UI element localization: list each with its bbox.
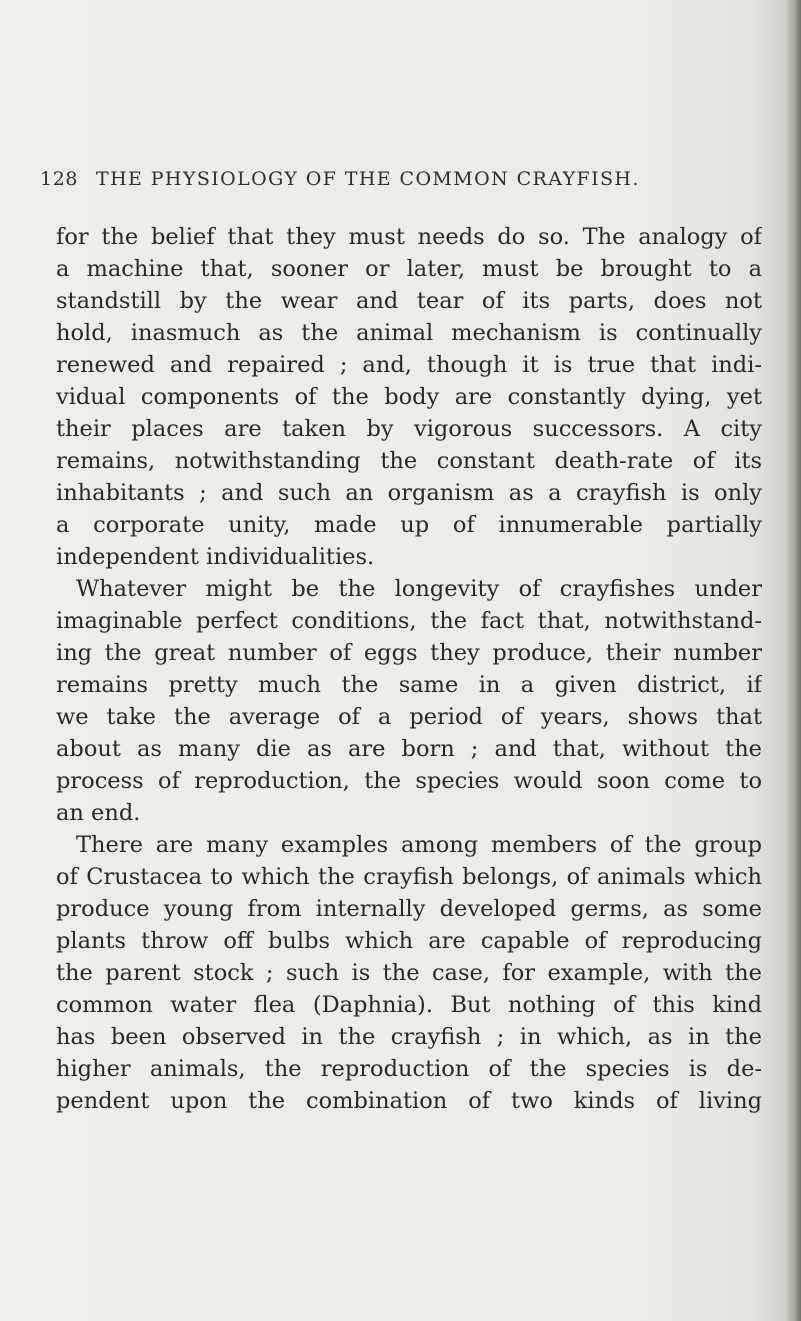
text-line: produce young from internally developed germs, as some <box>56 896 762 922</box>
page-edge-shadow <box>785 0 801 1321</box>
page-number: 128 <box>40 168 79 190</box>
text-line: vidual components of the body are constantly dying, yet <box>56 384 762 410</box>
text-line: we take the average of a period of years, shows that <box>56 704 762 730</box>
text-line: standstill by the wear and tear of its parts, does not <box>56 288 762 314</box>
text-line: a corporate unity, made up of innumerable partially <box>56 512 762 538</box>
text-line: the parent stock ; such is the case, for example, with the <box>56 960 762 986</box>
running-header <box>40 168 760 198</box>
text-line: ing the great number of eggs they produce, their number <box>56 640 762 666</box>
text-line: higher animals, the reproduction of the species is de- <box>56 1056 762 1082</box>
text-line: remains, notwithstanding the constant death-rate of its <box>56 448 762 474</box>
text-line: independent individualities. <box>56 544 375 570</box>
text-line: about as many die as are born ; and that, without the <box>56 736 762 762</box>
text-line: has been observed in the crayfish ; in which, as in the <box>56 1024 762 1050</box>
text-line: process of reproduction, the species would soon come to <box>56 768 762 794</box>
running-title: THE PHYSIOLOGY OF THE COMMON CRAYFISH. <box>96 168 640 190</box>
body-text <box>56 221 762 1117</box>
text-line: inhabitants ; and such an organism as a crayfish is only <box>56 480 762 506</box>
text-line: imaginable perfect conditions, the fact that, notwithstand- <box>56 608 762 634</box>
text-line: Whatever might be the longevity of crayfishes under <box>76 576 762 602</box>
text-line: pendent upon the combination of two kinds of living <box>56 1088 762 1114</box>
text-line: common water flea (Daphnia). But nothing of this kind <box>56 992 762 1018</box>
text-line: for the belief that they must needs do so. The analogy of <box>56 224 762 250</box>
text-line: their places are taken by vigorous successors. A city <box>56 416 762 442</box>
text-line: plants throw off bulbs which are capable of reproducing <box>56 928 762 954</box>
text-line: There are many examples among members of the group <box>76 832 762 858</box>
text-line: a machine that, sooner or later, must be brought to a <box>56 256 762 282</box>
text-line: hold, inasmuch as the animal mechanism is continually <box>56 320 762 346</box>
text-line: of Crustacea to which the crayfish belongs, of animals which <box>56 864 762 890</box>
text-line: an end. <box>56 800 141 826</box>
text-line: renewed and repaired ; and, though it is true that indi- <box>56 352 762 378</box>
text-line: remains pretty much the same in a given district, if <box>56 672 762 698</box>
